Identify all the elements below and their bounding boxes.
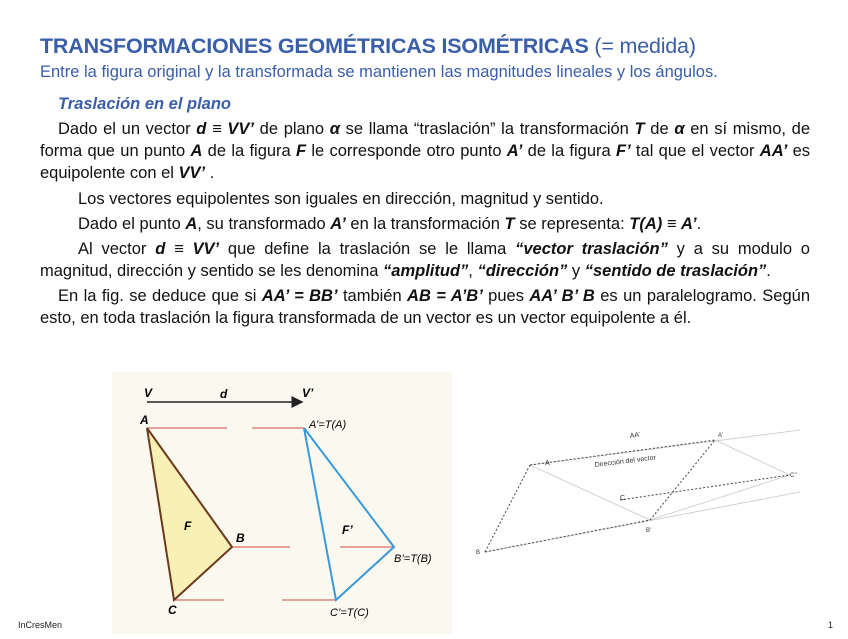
paragraph-equipolent: Los vectores equipolentes son iguales en dirección, magnitud y sentido. — [78, 190, 604, 208]
title-suffix: (= medida) — [588, 34, 696, 58]
construction-lines — [485, 430, 800, 552]
title-main: TRANSFORMACIONES GEOMÉTRICAS ISOMÉTRICAS — [40, 34, 589, 58]
label-V-prime: V’ — [302, 386, 314, 400]
label-F: F — [184, 519, 192, 533]
label-B-small: B — [476, 550, 481, 556]
triangle-F-prime — [304, 428, 394, 600]
page-number: 1 — [828, 620, 834, 630]
translation-figure — [112, 372, 452, 634]
label-C-double-prime: C’’ — [790, 473, 797, 479]
parallelogram-figure — [470, 420, 810, 570]
label-F-prime: F’ — [342, 523, 353, 537]
label-direction: Dirección del vector — [594, 454, 657, 469]
section-title: Traslación en el plano — [58, 95, 232, 113]
page-subtitle: Entre la figura original y la transformada se mantienen las magnitudes lineales y los ángulos. — [40, 63, 718, 81]
label-AA-prime: AA’ — [629, 431, 641, 440]
page-title — [40, 34, 696, 59]
paragraph-notation: Dado el punto A, su transformado A’ en la transformación T se representa: T(A) ≡ A’. — [78, 215, 702, 233]
label-V: V — [144, 386, 153, 400]
label-d: d — [220, 387, 228, 401]
body-text — [40, 118, 810, 333]
footer-author: InCresMen — [18, 620, 63, 630]
label-A-prime-small: A’ — [718, 433, 723, 439]
paragraph-conclusion: En la fig. se deduce que si AA’ = BB’ también AB = A’B’ pues AA’ B’ B es un paralelogramo. Según esto, en toda traslación la figura transformada de un vector es un vector equipolente a él. — [40, 287, 810, 327]
label-A: A — [140, 413, 149, 427]
label-C-prime: C’=T(C) — [330, 607, 369, 619]
translation-diagram — [112, 372, 452, 634]
label-C-small: C — [620, 495, 626, 502]
label-B: B — [236, 531, 245, 545]
parallelogram-diagram — [470, 420, 810, 570]
label-B-prime: B’=T(B) — [394, 553, 432, 565]
label-A-prime: A’=T(A) — [309, 419, 347, 431]
label-A-small: A — [545, 460, 550, 467]
label-C: C — [168, 603, 177, 617]
paragraph-vector-terms: Al vector d ≡ VV’ que define la traslación se le llama “vector traslación” y a su modulo o magnitud, dirección y sentido se les denomina “amplitud”, “dirección” y “sentido de traslación”. — [40, 240, 810, 280]
triangle-F — [147, 428, 232, 600]
label-B-prime-small: B’ — [646, 528, 652, 534]
paragraph-definition: Dado el un vector d ≡ VV’ de plano α se llama “traslación” la transformación T de α en sí mismo, de forma que un punto A de la figura F le corresponde otro punto A’ de la figura F’ tal que el vector AA’ es equipolente con el VV’ . — [40, 120, 811, 182]
